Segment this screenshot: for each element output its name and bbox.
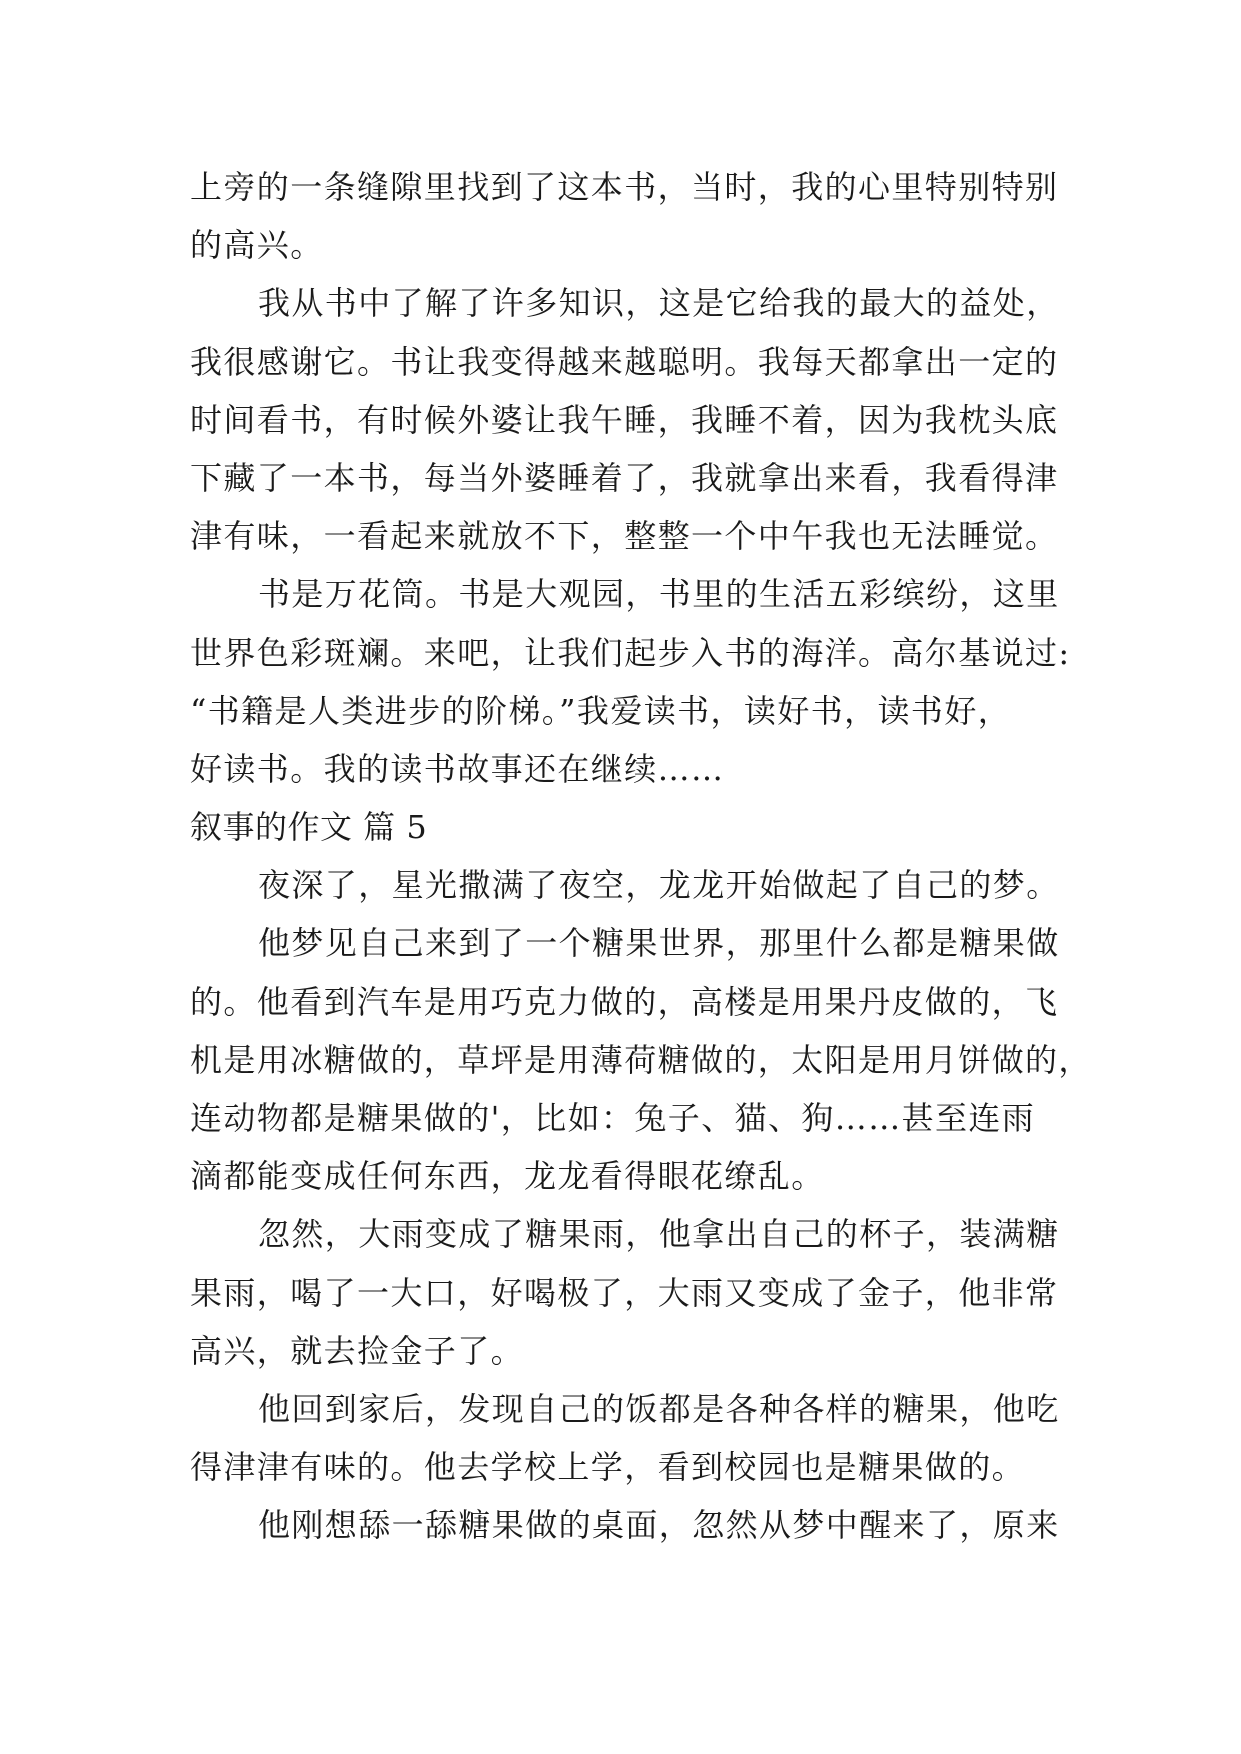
- text-line: 时间看书，有时候外婆让我午睡，我睡不着，因为我枕头底: [190, 400, 1059, 439]
- text-line: 我很感谢它。书让我变得越来越聪明。我每天都拿出一定的: [190, 342, 1059, 381]
- text-line: 机是用冰糖做的，草坪是用薄荷糖做的，太阳是用月饼做的，: [190, 1040, 1092, 1079]
- paragraph-start-line: 夜深了，星光撒满了夜空，龙龙开始做起了自己的梦。: [258, 866, 1060, 905]
- paragraph-start-line: 书是万花筒。书是大观园，书里的生活五彩缤纷，这里: [258, 575, 1060, 614]
- text-line: 高兴，就去捡金子了。: [190, 1331, 525, 1370]
- text-line: 上旁的一条缝隙里找到了这本书，当时，我的心里特别特别: [190, 168, 1059, 206]
- text-line: 津有味，一看起来就放不下，整整一个中午我也无法睡觉。: [190, 517, 1059, 556]
- text-line: 连动物都是糖果做的'，比如：兔子、猫、狗……甚至连雨: [190, 1099, 1036, 1137]
- section-heading: 叙事的作文 篇 5: [190, 808, 428, 847]
- paragraph-start-line: 他梦见自己来到了一个糖果世界，那里什么都是糖果做: [258, 924, 1060, 963]
- text-line: 的。他看到汽车是用巧克力做的，高楼是用果丹皮做的，飞: [190, 982, 1059, 1021]
- text-line: 好读书。我的读书故事还在继续……: [190, 749, 725, 788]
- paragraph-start-line: 我从书中了解了许多知识，这是它给我的最大的益处，: [258, 284, 1060, 323]
- text-line: 世界色彩斑斓。来吧，让我们起步入书的海洋。高尔基说过:: [190, 633, 1071, 672]
- text-line: 果雨，喝了一大口，好喝极了，大雨又变成了金子，他非常: [190, 1273, 1059, 1312]
- text-line: 下藏了一本书，每当外婆睡着了，我就拿出来看，我看得津: [190, 458, 1059, 497]
- text-line: 的高兴。: [190, 226, 324, 265]
- paragraph-start-line: 他刚想舔一舔糖果做的桌面，忽然从梦中醒来了，原来: [258, 1506, 1060, 1545]
- paragraph-start-line: 他回到家后，发现自己的饭都是各种各样的糖果，他吃: [258, 1389, 1060, 1428]
- paragraph-start-line: 忽然，大雨变成了糖果雨，他拿出自己的杯子，装满糖: [258, 1215, 1060, 1254]
- text-line: “书籍是人类进步的阶梯。”我爱读书，读好书，读书好，: [190, 691, 1012, 730]
- document-body: [190, 158, 1092, 1555]
- text-line: 滴都能变成任何东西，龙龙看得眼花缭乱。: [190, 1157, 825, 1196]
- text-line: 得津津有味的。他去学校上学，看到校园也是糖果做的。: [190, 1448, 1026, 1487]
